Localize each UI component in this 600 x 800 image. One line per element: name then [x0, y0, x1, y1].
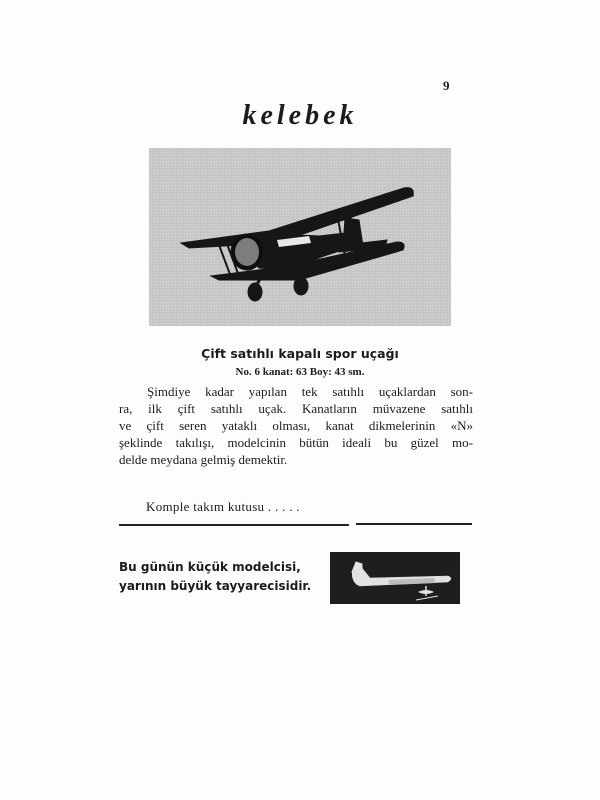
- divider-rule-left: [119, 524, 349, 526]
- description-line: ra, ilk çift satıhlı uçak. Kanatların müvazene satıhlı: [119, 401, 473, 416]
- biplane-photo: [149, 148, 451, 326]
- description-line: delde meydana gelmiş demektir.: [119, 452, 288, 467]
- caption-title: Çift satıhlı kapalı spor uçağı: [201, 346, 399, 361]
- description-line: ve çift seren yataklı olması, kanat dikmelerinin «N»: [119, 418, 473, 433]
- kit-price-line: Komple takım kutusu . . . . .: [146, 499, 300, 514]
- page-number: 9: [443, 78, 450, 93]
- caption-specs: No. 6 kanat: 63 Boy: 43 sm.: [235, 366, 365, 378]
- slogan-line: yarının büyük tayyarecisidir.: [119, 579, 312, 593]
- description-paragraph: [119, 383, 473, 468]
- slogan-line: Bu günün küçük modelcisi,: [119, 560, 301, 574]
- monoplane-photo: [330, 552, 460, 604]
- page-title: kelebek: [242, 100, 358, 131]
- description-line: şeklinde takılışı, modelcinin bütün ideali bu güzel mo-: [119, 435, 473, 450]
- description-line: Şimdiye kadar yapılan tek satıhlı uçaklardan son-: [147, 384, 473, 399]
- slogan: [119, 558, 319, 596]
- divider-rule-right: [356, 523, 472, 525]
